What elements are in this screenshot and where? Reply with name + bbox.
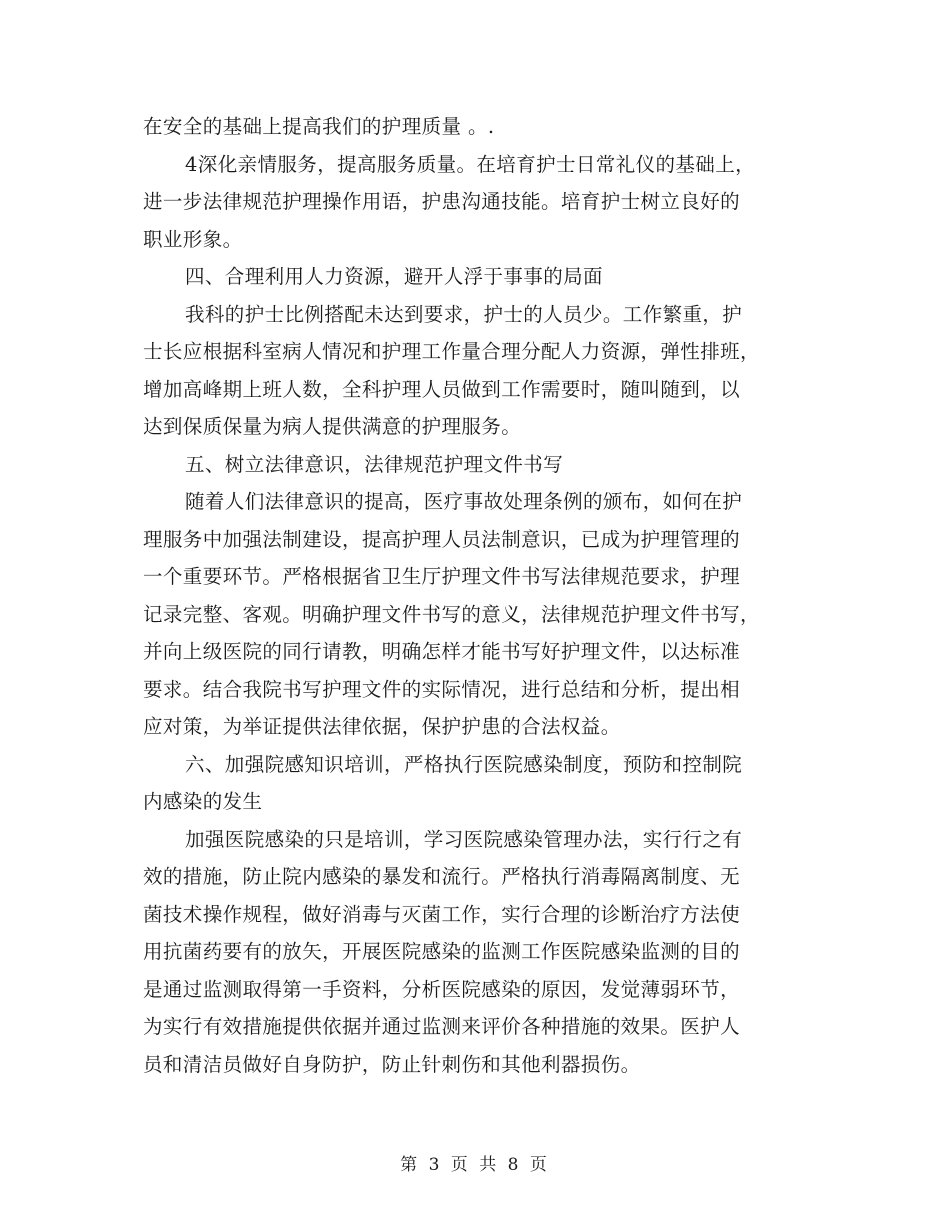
paragraph-line: 是通过监测取得第一手资料，分析医院感染的原因，发觉薄弱环节， xyxy=(143,977,741,1001)
paragraph-line: 4深化亲情服务，提高服务质量。在培育护士日常礼仪的基础上， xyxy=(185,152,756,176)
paragraph-line: 为实行有效措施提供依据并通过监测来评价各种措施的效果。医护人 xyxy=(143,1015,741,1038)
paragraph-line: 我科的护士比例搭配未达到要求，护士的人员少。工作繁重，护 xyxy=(185,302,743,326)
paragraph-line: 用抗菌药要有的放矢，开展医院感染的监测工作医院感染监测的目的 xyxy=(143,940,741,963)
paragraph-line: 效的措施，防止院内感染的暴发和流行。严格执行消毒隔离制度、无 xyxy=(143,865,741,888)
paragraph-line: 菌技术操作规程，做好消毒与灭菌工作，实行合理的诊断治疗方法使 xyxy=(143,902,741,926)
paragraph-line: 职业形象。 xyxy=(143,227,243,251)
page-number-footer: 第 3 页 共 8 页 xyxy=(400,1155,550,1175)
section-heading: 五、树立法律意识，法律规范护理文件书写 xyxy=(185,452,564,476)
paragraph-line: 一个重要环节。严格根据省卫生厅护理文件书写法律规范要求，护理 xyxy=(143,565,741,588)
paragraph-line: 增加高峰期上班人数，全科护理人员做到工作需要时，随叫随到，以 xyxy=(143,377,741,401)
paragraph-line: 进一步法律规范护理操作用语，护患沟通技能。培育护士树立良好的 xyxy=(143,190,741,213)
paragraph-line: 随着人们法律意识的提高，医疗事故处理条例的颁布，如何在护 xyxy=(185,490,743,513)
paragraph-line: 士长应根据科室病人情况和护理工作量合理分配人力资源，弹性排班， xyxy=(143,340,760,363)
section-heading: 六、加强院感知识培训，严格执行医院感染制度，预防和控制院 xyxy=(185,752,743,776)
paragraph-line: 在安全的基础上提高我们的护理质量 。. xyxy=(143,115,495,138)
paragraph-line: 达到保质保量为病人提供满意的护理服务。 xyxy=(143,415,522,438)
section-heading-continued: 内感染的发生 xyxy=(143,790,263,813)
paragraph-line: 记录完整、客观。明确护理文件书写的意义，法律规范护理文件书写， xyxy=(143,602,760,626)
paragraph-line: 加强医院感染的只是培训，学习医院感染管理办法，实行行之有 xyxy=(185,827,743,851)
paragraph-line: 理服务中加强法制建设，提高护理人员法制意识，已成为护理管理的 xyxy=(143,527,741,551)
paragraph-line: 并向上级医院的同行请教，明确怎样才能书写好护理文件，以达标准 xyxy=(143,640,741,663)
paragraph-line: 员和清洁员做好自身防护，防止针刺伤和其他利器损伤。 xyxy=(143,1052,641,1076)
paragraph-line: 要求。结合我院书写护理文件的实际情况，进行总结和分析，提出相 xyxy=(143,677,741,701)
section-heading: 四、合理利用人力资源，避开人浮于事事的局面 xyxy=(185,265,603,288)
document-body xyxy=(143,108,808,1083)
paragraph-line: 应对策，为举证提供法律依据，保护护患的合法权益。 xyxy=(143,715,621,738)
